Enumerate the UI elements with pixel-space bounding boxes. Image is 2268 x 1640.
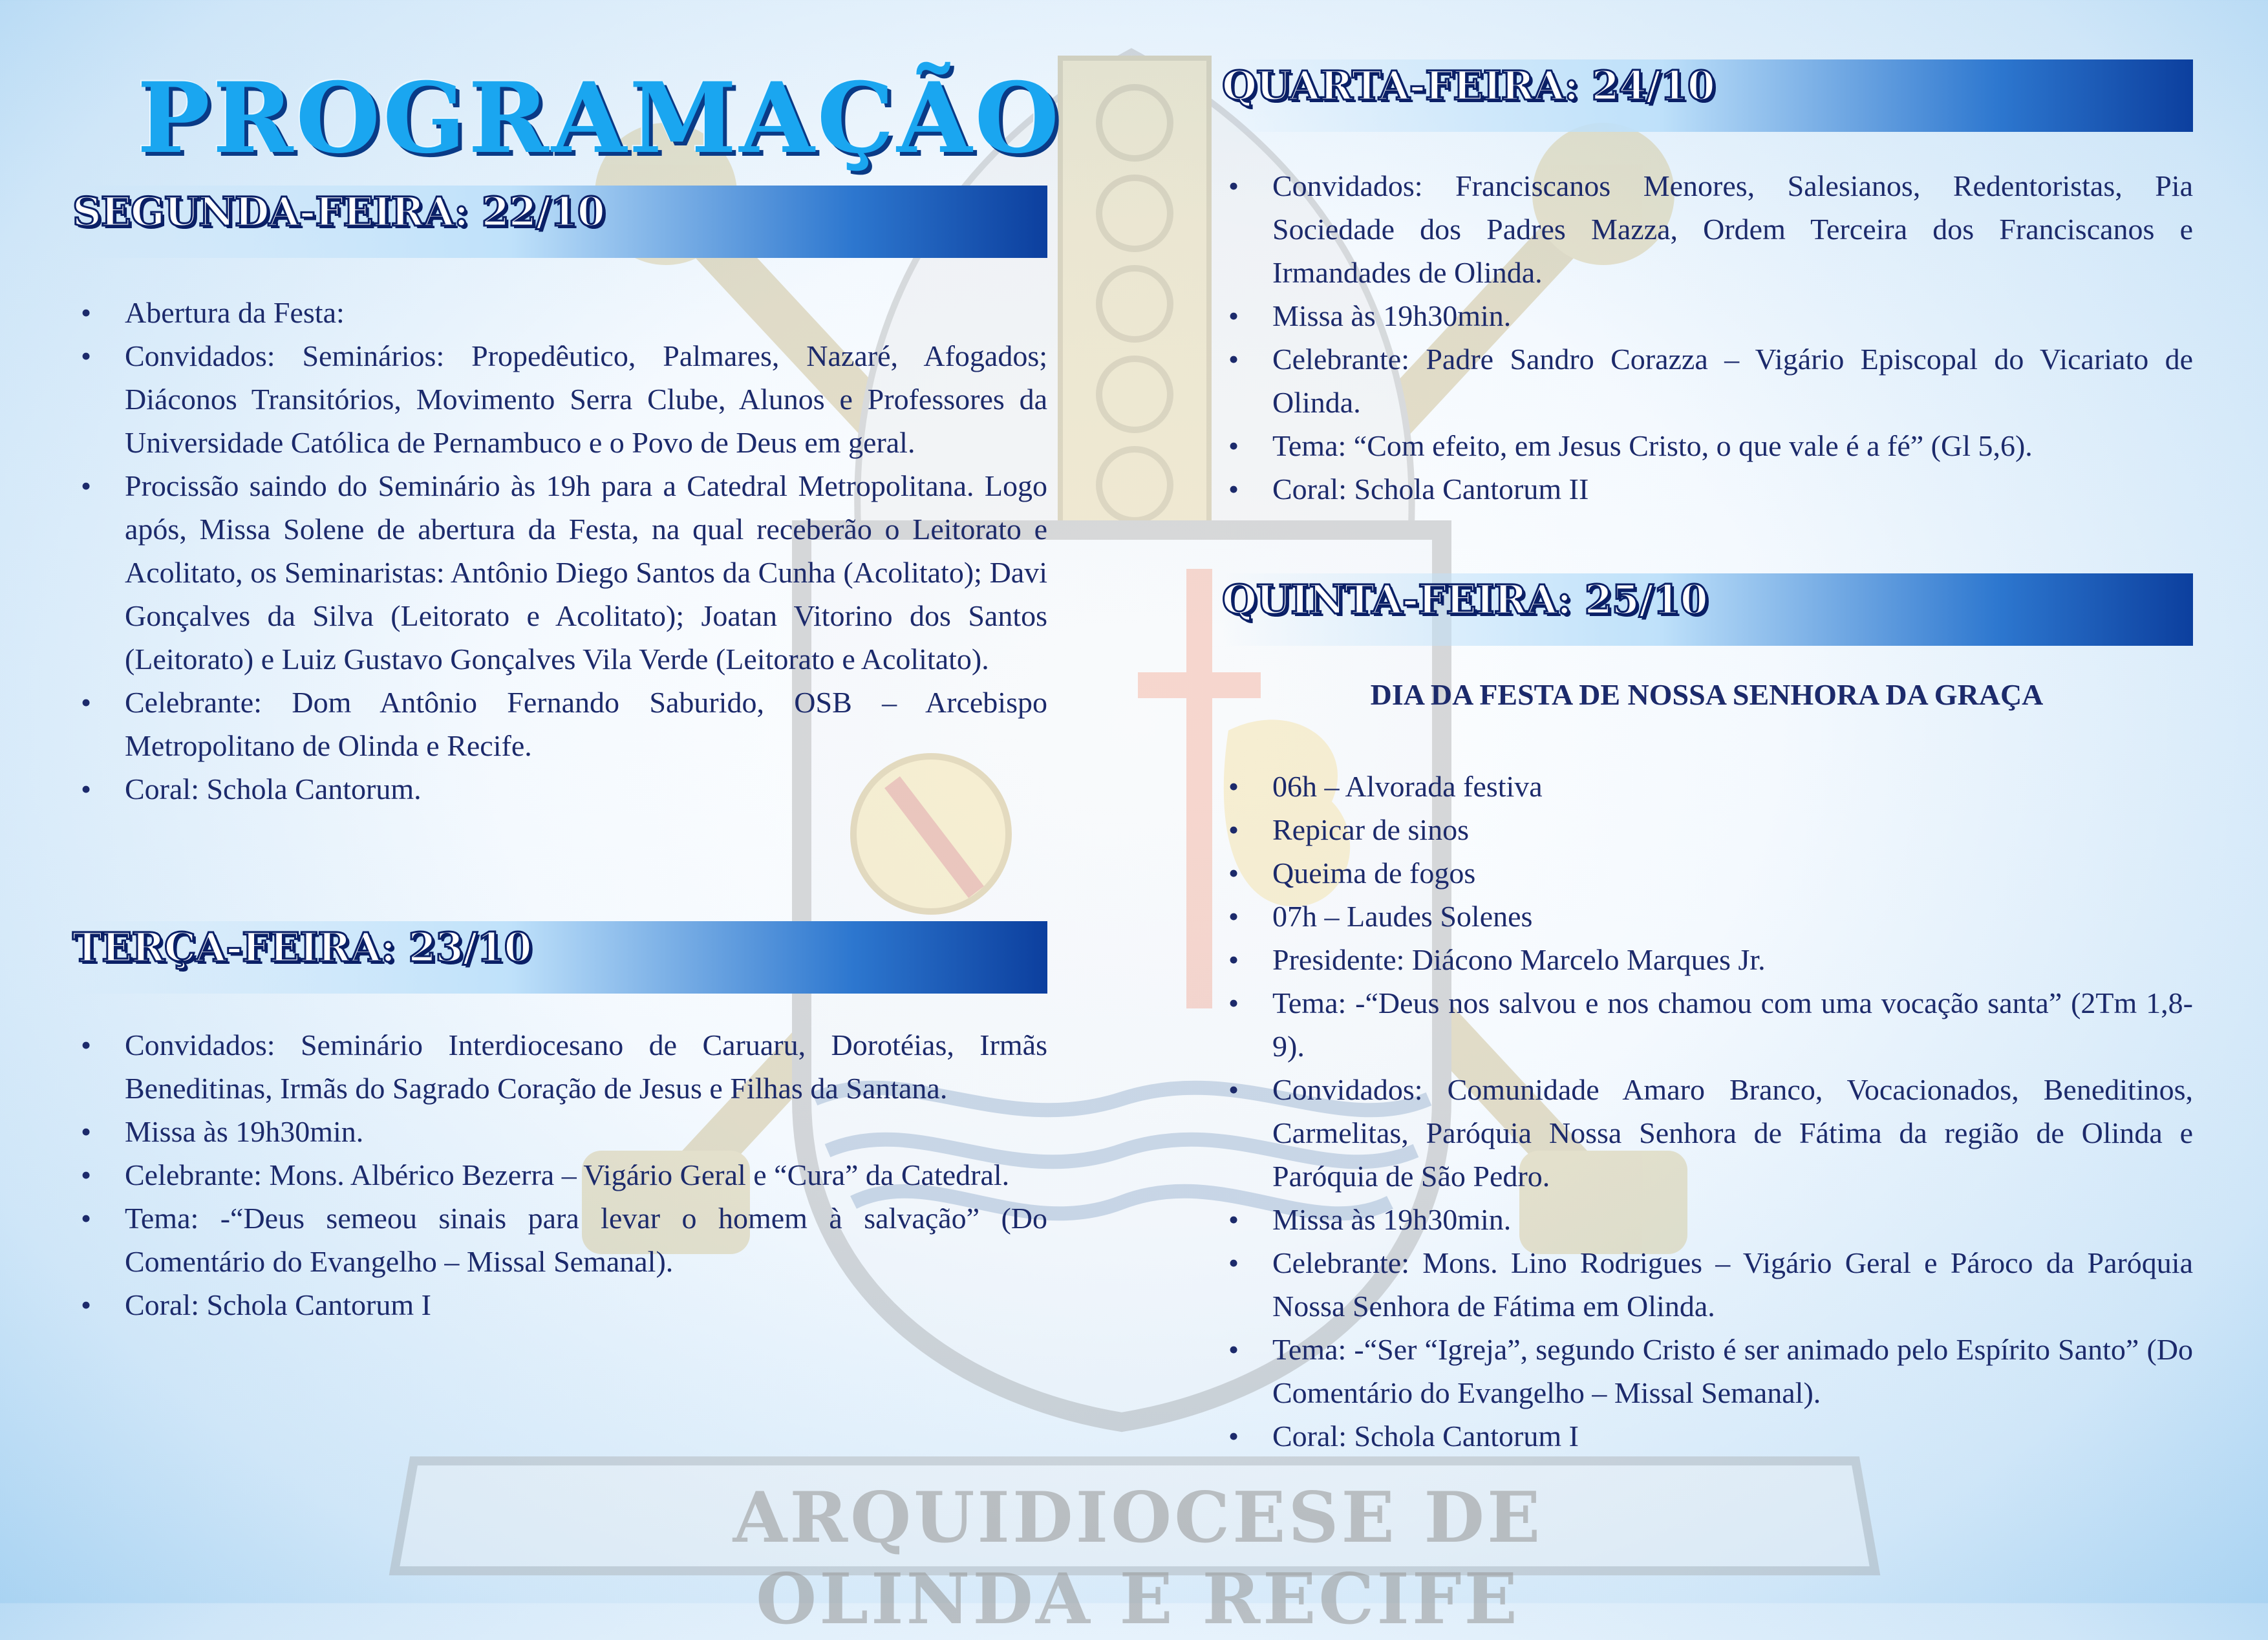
list-item: • Coral: Schola Cantorum I (74, 1283, 1047, 1326)
list-item: • Coral: Schola Cantorum I (1222, 1414, 2193, 1458)
list-item: • Procissão saindo do Seminário às 19h para a Catedral Metropolitana. Logo após, Missa Solene de abertura da Festa, na qual receberão o Leitorato e Acolitato, os Seminaristas: Antônio Diego Santos da Cunha (Acolitato); Davi Gonçalves da Silva (Leitorato e Acolitato); Joatan Vitorino dos Santos (Leitorato) e Luiz Gustavo Gonçalves Vila Verde (Leitorato e Acolitato). (74, 464, 1047, 681)
list-item: • Convidados: Seminários: Propedêutico, Palmares, Nazaré, Afogados; Diáconos Transitórios, Movimento Serra Clube, Alunos e Professores da Universidade Católica de Pernambuco e o Povo de Deus em geral. (74, 334, 1047, 464)
list-item: • Tema: -“Ser “Igreja”, segundo Cristo é ser animado pelo Espírito Santo” (Do Comentário do Evangelho – Missal Semanal). (1222, 1328, 2193, 1414)
list-item: • Missa às 19h30min. (74, 1110, 1047, 1153)
list-item: • Celebrante: Mons. Albérico Bezerra – Vigário Geral e “Cura” da Catedral. (74, 1153, 1047, 1197)
list-item: • Coral: Schola Cantorum. (74, 767, 1047, 811)
list-item: • Coral: Schola Cantorum II (1222, 467, 2193, 511)
list-item: • Convidados: Comunidade Amaro Branco, Vocacionados, Beneditinos, Carmelitas, Paróquia Nossa Senhora de Fátima da região de Olinda e Paróquia de São Pedro. (1222, 1068, 2193, 1198)
day-header-tuesday (72, 921, 1047, 994)
list-item: • Tema: -“Deus nos salvou e nos chamou com uma vocação santa” (2Tm 1,8-9). (1222, 981, 2193, 1068)
list-item: • 06h – Alvorada festiva (1222, 765, 2193, 808)
day-title-thursday: QUINTA-FEIRA: 25/10 (1222, 576, 1707, 623)
day-title-monday: SEGUNDA-FEIRA: 22/10 (72, 188, 604, 235)
list-item: • Convidados: Franciscanos Menores, Salesianos, Redentoristas, Pia Sociedade dos Padres Mazza, Ordem Terceira dos Franciscanos e Irmandades de Olinda. (1222, 164, 2193, 294)
festa-subheading: DIA DA FESTA DE NOSSA SENHORA DA GRAÇA (1370, 678, 2044, 711)
page-title: PROGRAMAÇÃO (137, 61, 1062, 175)
archdiocese-banner-text: ARQUIDIOCESE DE OLINDA E RECIFE (733, 1477, 1543, 1640)
day-title-tuesday: TERÇA-FEIRA: 23/10 (72, 924, 531, 971)
list-item: • Presidente: Diácono Marcelo Marques Jr. (1222, 938, 2193, 981)
list-item: • 07h – Laudes Solenes (1222, 895, 2193, 938)
list-item: • Celebrante: Dom Antônio Fernando Saburido, OSB – Arcebispo Metropolitano de Olinda e Recife. (74, 681, 1047, 767)
list-item: • Tema: “Com efeito, em Jesus Cristo, o que vale é a fé” (Gl 5,6). (1222, 424, 2193, 467)
list-item: • Missa às 19h30min. (1222, 1198, 2193, 1241)
list-item: • Celebrante: Padre Sandro Corazza – Vigário Episcopal do Vicariato de Olinda. (1222, 337, 2193, 424)
list-item: • Repicar de sinos (1222, 808, 2193, 851)
day-title-wednesday: QUARTA-FEIRA: 24/10 (1222, 62, 1715, 109)
day-list-wednesday (1222, 164, 2193, 511)
list-item: • Queima de fogos (1222, 851, 2193, 895)
day-list-thursday (1222, 765, 2193, 1458)
list-item: • Abertura da Festa: (74, 291, 1047, 334)
day-list-monday (74, 291, 1047, 811)
day-header-wednesday (1222, 59, 2193, 132)
list-item: • Celebrante: Mons. Lino Rodrigues – Vigário Geral e Pároco da Paróquia Nossa Senhora de Fátima em Olinda. (1222, 1241, 2193, 1328)
list-item: • Convidados: Seminário Interdiocesano de Caruaru, Dorotéias, Irmãs Beneditinas, Irmãs do Sagrado Coração de Jesus e Filhas da Santana. (74, 1023, 1047, 1110)
list-item: • Tema: -“Deus semeou sinais para levar o homem à salvação” (Do Comentário do Evangelho – Missal Semanal). (74, 1197, 1047, 1283)
list-item: • Missa às 19h30min. (1222, 294, 2193, 337)
day-header-monday (72, 186, 1047, 258)
day-list-tuesday (74, 1023, 1047, 1326)
day-header-thursday (1222, 573, 2193, 646)
